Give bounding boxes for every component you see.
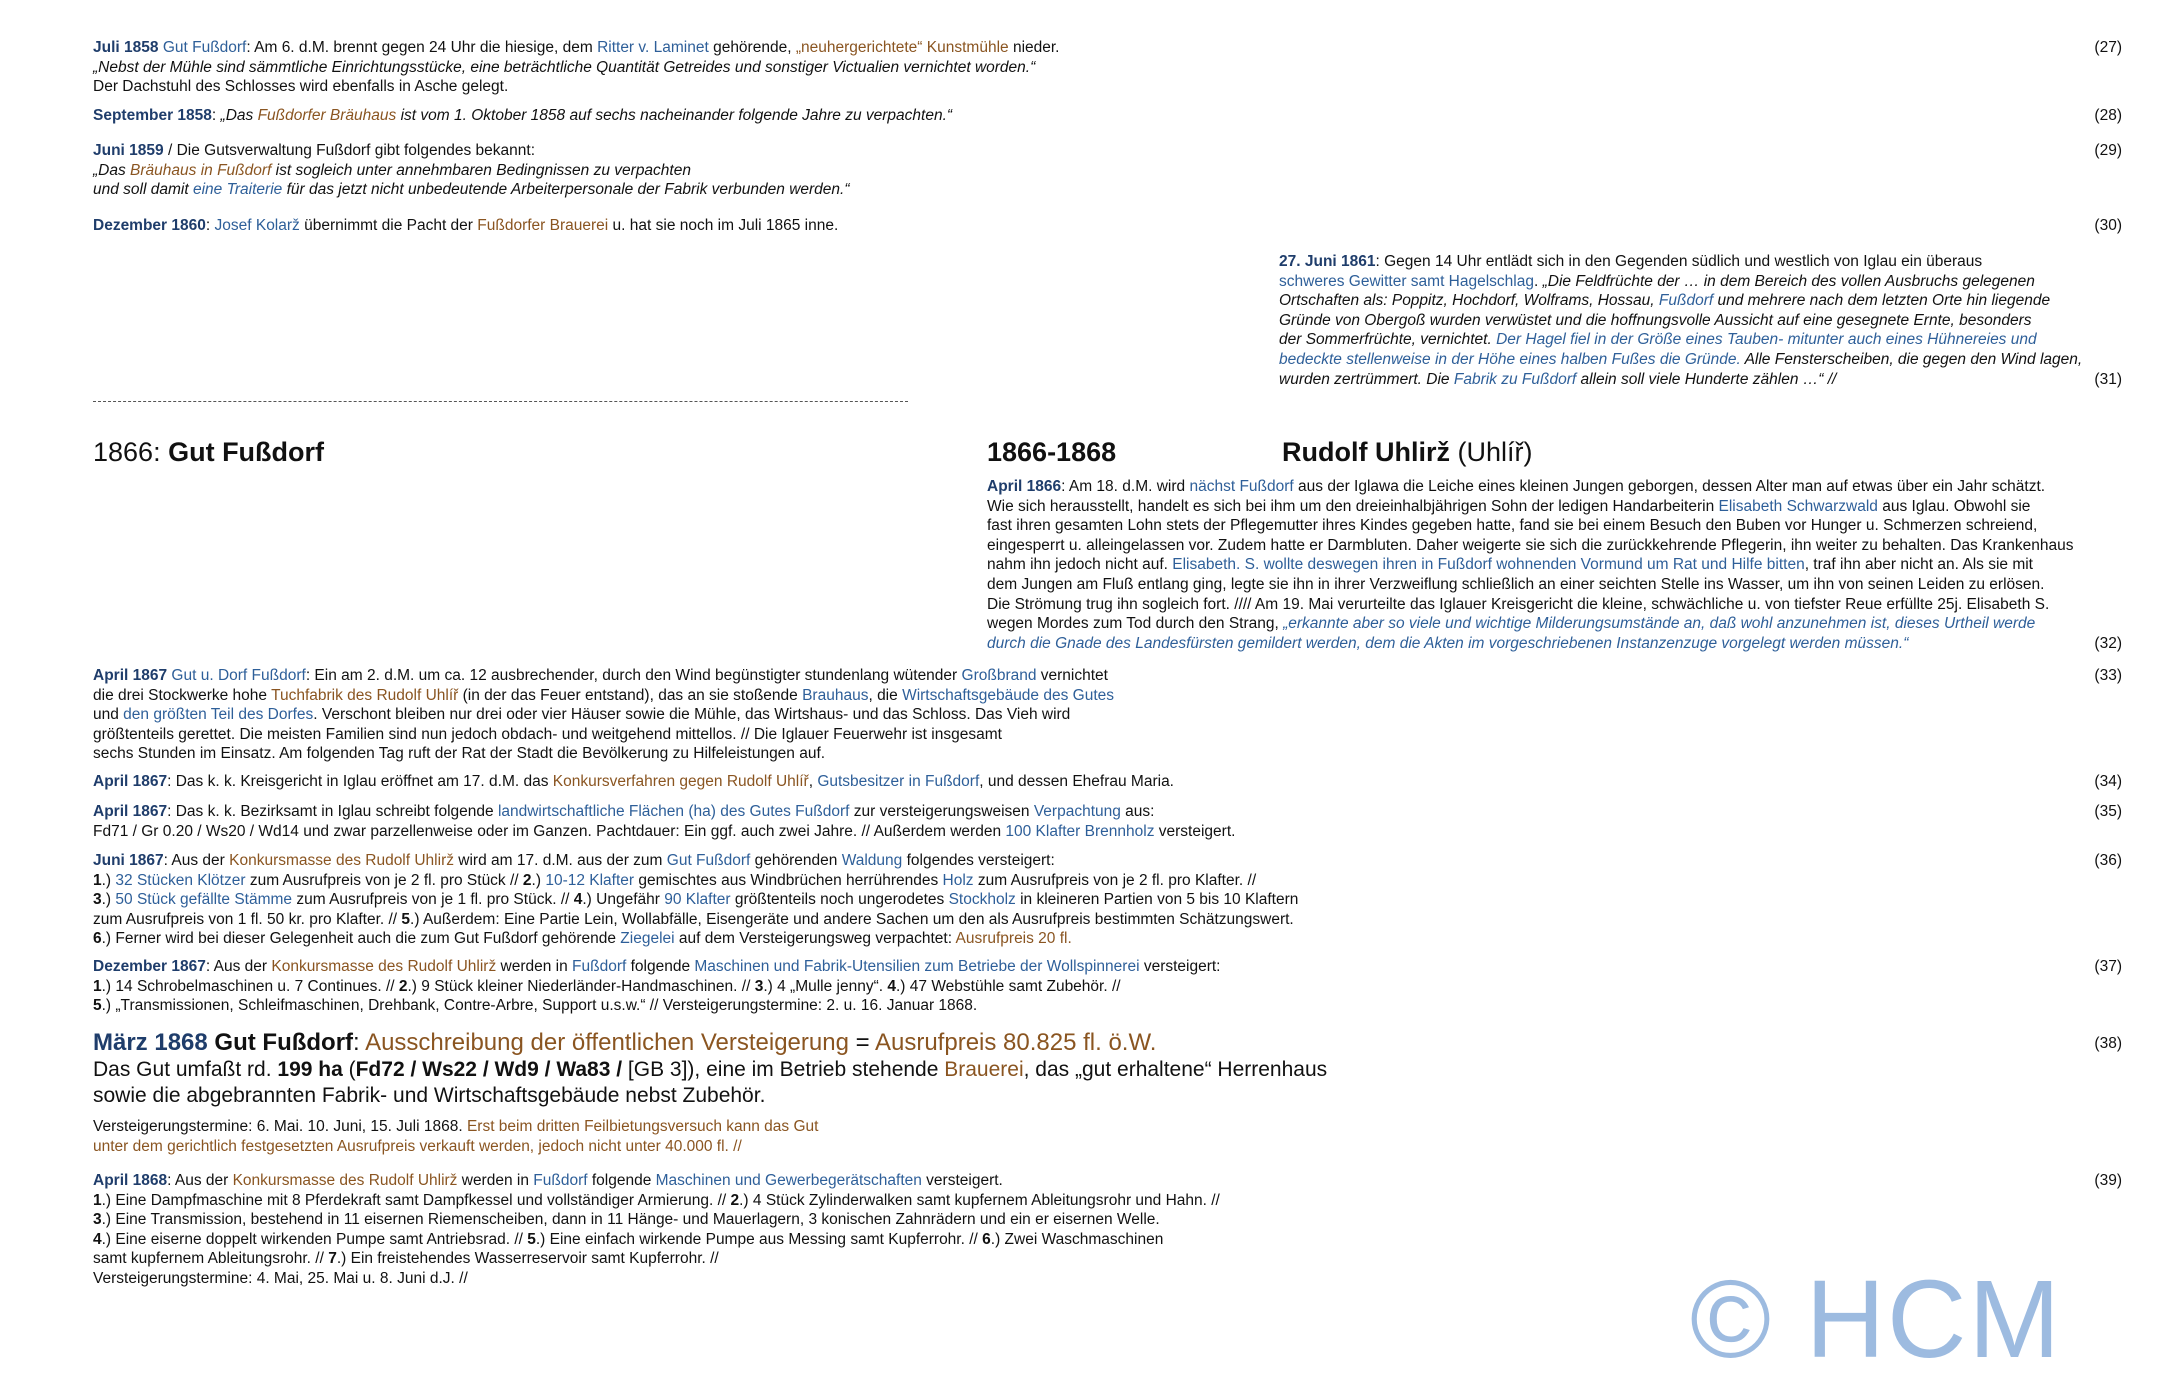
entry-line: Juli 1858 Gut Fußdorf: Am 6. d.M. brennt gegen 24 Uhr die hiesige, dem Ritter v. Laminet gehörende, „neuhergerichtete“ Kunstmühle nieder.: [93, 39, 1060, 56]
price-text: Ausrufpreis 80.825 fl. ö.W.: [874, 1029, 1157, 1056]
entry-number: (38): [2094, 1035, 2122, 1052]
copyright-watermark: © HCM: [1690, 1258, 2063, 1381]
section-heading-left: 1866: Gut Fußdorf: [93, 437, 325, 467]
entry-date: April 1867: [93, 667, 168, 684]
entry-date: April 1867: [93, 773, 168, 790]
place-name: Gut Fußdorf: [162, 39, 247, 56]
highlight-text: Konkursverfahren gegen Rudolf Uhlíř: [552, 773, 809, 790]
entry-number: (30): [2094, 217, 2122, 234]
person-name: Elisabeth Schwarzwald: [1718, 497, 1878, 515]
entry-date: April 1868: [93, 1172, 168, 1189]
entry-date: April 1866: [987, 478, 1062, 495]
section-years: 1866-1868: [987, 437, 1117, 467]
highlight-text: Fußdorfer Bräuhaus: [257, 107, 397, 124]
highlight-text: Tuchfabrik des Rudolf Uhlíř: [271, 686, 459, 704]
highlight-text: „neuhergerichtete“ Kunstmühle: [795, 39, 1009, 56]
entry-date: März 1868: [93, 1029, 208, 1056]
place-name: nächst Fußdorf: [1189, 478, 1294, 495]
entry-date: September 1858: [93, 107, 212, 124]
entry-28: September 1858: „Das Fußdorfer Bräuhaus ist vom 1. Oktober 1858 auf sechs nacheinander folgende Jahre zu verpachten.“: [93, 107, 953, 124]
place-name: Fußdorf: [1658, 292, 1714, 310]
entry-number: (27): [2094, 39, 2122, 56]
entry-number: (32): [2094, 635, 2122, 652]
entry-29: Juni 1859 / Die Gutsverwaltung Fußdorf gibt folgendes bekannt: „Das Bräuhaus in Fußdorf ist sogleich unter annehmbaren Bedingnissen zu verpachten und soll damit eine Traiterie für das jetzt nicht unbedeutende Arbeiterpersonale der Fabrik verbunden werden.“: [93, 142, 850, 199]
entry-number: (36): [2094, 852, 2122, 869]
entry-number: (37): [2094, 958, 2122, 975]
highlight-text: Bräuhaus in Fußdorf: [130, 161, 272, 179]
person-name: Josef Kolarž: [214, 217, 300, 234]
entry-date: Dezember 1867: [93, 958, 206, 975]
entry-39: April 1868: Aus der Konkursmasse des Rudolf Uhlirž werden in Fußdorf folgende Maschinen und Gewerbegerätschaften versteigert. 1.) Eine Dampfmaschine mit 8 Pferdekraft samt Dampfkessel und vollständiger Armierung. // 2.) 4 Stück Zylinderwalken samt kupfernem Ableitungsrohr und Hahn. // 3.) Eine Transmission, bestehend in 11 eisernen Riemenscheiben, dann in 11 Hänge- und Mauerlagern, 3 konischen Zahnrädern und ein er eisernen Welle. 4.) Eine eiserne doppelt wirkenden Pumpe samt Antriebsrad. // 5.) Eine einfach wirkende Pumpe aus Messing samt Kupferrohr. // 6.) Zwei Waschmaschinen samt kupfernem Ableitungsrohr. // 7.) Ein freistehendes Wasserreservoir samt Kupferrohr. // Versteigerungstermine: 4. Mai, 25. Mai u. 8. Juni d.J. //: [93, 1172, 1220, 1287]
entry-37: Dezember 1867: Aus der Konkursmasse des Rudolf Uhlirž werden in Fußdorf folgende Maschinen und Fabrik-Utensilien zum Betriebe der Wollspinnerei versteigert: 1.) 14 Schrobelmaschinen u. 7 Continues. // 2.) 9 Stück kleiner Niederländer-Handmaschinen. // 3.) 4 „Mulle jenny“. 4.) 47 Webstühle samt Zubehör. // 5.) „Transmissionen, Schleifmaschinen, Drehbank, Contre-Arbre, Support u.s.w.“ // Versteigerungstermine: 2. u. 16. Januar 1868.: [93, 958, 1221, 1015]
owner-heading: Rudolf Uhlirž (Uhlíř): [1282, 437, 1533, 467]
person-name: Ritter v. Laminet: [597, 39, 709, 56]
place-name: Gut u. Dorf Fußdorf: [171, 667, 306, 684]
entry-35: April 1867: Das k. k. Bezirksamt in Iglau schreibt folgende landwirtschaftliche Flächen (ha) des Gutes Fußdorf zur versteigerungsweisen Verpachtung aus: Fd71 / Gr 0.20 / Ws20 / Wd14 und zwar parzellenweise oder im Ganzen. Pachtdauer: Ein ggf. auch zwei Jahre. // Außerdem werden 100 Klafter Brennholz versteigert.: [93, 803, 1236, 840]
highlight-text: Konkursmasse des Rudolf Uhlirž: [229, 852, 454, 869]
entry-30: Dezember 1860: Josef Kolarž übernimmt die Pacht der Fußdorfer Brauerei u. hat sie noch im Juli 1865 inne.: [93, 217, 839, 234]
entry-38: März 1868 Gut Fußdorf: Ausschreibung der öffentlichen Versteigerung = Ausrufpreis 80.825 fl. ö.W. Das Gut umfaßt rd. 199 ha (Fd72 / Ws22 / Wd9 / Wa83 / [GB 3]), eine im Betrieb stehende Brauerei, das „gut erhaltene“ Herrenhaus sowie die abgebrannten Fabrik- und Wirtschaftsgebäude nebst Zubehör. Versteigerungstermine: 6. Mai. 10. Juni, 15. Juli 1868. Erst beim dritten Feilbietungsversuch kann das Gut unter dem gerichtlich festgesetzten Ausrufpreis verkauft werden, jedoch nicht unter 40.000 fl. //: [93, 1029, 1328, 1155]
highlight-text: schweres Gewitter samt Hagelschlag: [1279, 272, 1534, 290]
highlight-text: Ausschreibung der öffentlichen Versteigerung: [365, 1029, 849, 1056]
entry-number: (35): [2094, 803, 2122, 820]
entry-date: Juli 1858: [93, 39, 159, 56]
entry-33: April 1867 Gut u. Dorf Fußdorf: Ein am 2. d.M. um ca. 12 ausbrechender, durch den Wind begünstigter stundenlang wütender Großbrand vernichtet die drei Stockwerke hohe Tuchfabrik des Rudolf Uhlíř (in der das Feuer entstand), das an sie stoßende Brauhaus, die Wirtschaftsgebäude des Gutes und den größten Teil des Dorfes. Verschont bleiben nur drei oder vier Häuser sowie die Mühle, das Wirtshaus- und das Schloss. Das Vieh wird größtenteils gerettet. Die meisten Familien sind nun jedoch obdach- und weitgehend mittellos. // Die Iglauer Feuerwehr ist insgesamt sechs Stunden im Einsatz. Am folgenden Tag ruft der Rat der Stadt die Bevölkerung zu Hilfeleistungen auf.: [93, 667, 1115, 763]
entry-32: April 1866: Am 18. d.M. wird nächst Fußdorf aus der Iglawa die Leiche eines kleinen Jungen geborgen, dessen Alter man auf etwas über ein Jahr schätzt. Wie sich herausstellt, handelt es sich bei ihm um den dreieinhalbjährigen Sohn der ledigen Handarbeiterin Elisabeth Schwarzwald aus Iglau. Obwohl sie fast ihren gesamten Lohn stets der Pflegemutter ihres Kindes gegeben hatte, fand sie bei einem Besuch den Buben vor Hunger u. Schmerzen schreiend, eingesperrt u. alleingelassen vor. Zudem hatte er Darmbluten. Daher weigerte sie sich die zurückkehrende Pflegerin, ihn weiter zu behalten. Das Krankenhaus nahm ihn jedoch nicht auf. Elisabeth. S. wollte deswegen ihren in Fußdorf wohnenden Vormund um Rat und Hilfe bitten, traf ihn aber nicht an. Als sie mit dem Jungen am Fluß entlang ging, legte sie ihn in ihrer Verzweiflung schließlich an einer seichten Stelle ins Wasser, um ihn von seinen Leiden zu erlösen. Die Strömung trug ihn sogleich fort. //// Am 19. Mai verurteilte das Iglauer Kreisgericht die kleine, schwächliche u. von tiefster Reue erfüllte 25j. Elisabeth S. wegen Mordes zum Tod durch den Strang, „erkannte aber so viele und wichtige Milderungsumstände an, daß wohl anzunehmen ist, dieses Urtheil werde durch die Gnade des Landesfürsten gemildert werden, dem die Akten im vorgeschriebenen Instanzenzuge vorgelegt werden müssen.“: [987, 478, 2074, 652]
entry-date: 27. Juni 1861: [1279, 253, 1376, 270]
section-divider: [93, 401, 908, 402]
entry-36: Juni 1867: Aus der Konkursmasse des Rudolf Uhlirž wird am 17. d.M. aus der zum Gut Fußdorf gehörenden Waldung folgendes versteigert: 1.) 32 Stücken Klötzer zum Ausrufpreis von je 2 fl. pro Stück // 2.) 10-12 Klafter gemischtes aus Windbrüchen herrührendes Holz zum Ausrufpreis von je 2 fl. pro Klafter. // 3.) 50 Stück gefällte Stämme zum Ausrufpreis von je 1 fl. pro Stück. // 4.) Ungefähr 90 Klafter größtenteils noch ungerodetes Stockholz in kleineren Partien von 5 bis 10 Klaftern zum Ausrufpreis von 1 fl. 50 kr. pro Klafter. // 5.) Außerdem: Eine Partie Lein, Wollabfälle, Eisengeräte und andere Sachen um den als Ausrufpreis bestimmten Schätzungswert. 6.) Ferner wird bei dieser Gelegenheit auch die zum Gut Fußdorf gehörende Ziegelei auf dem Versteigerungsweg verpachtet: Ausrufpreis 20 fl.: [93, 852, 1299, 948]
entry-number: (39): [2094, 1172, 2122, 1189]
quote-text: „Nebst der Mühle sind sämmtliche Einrichtungsstücke, eine beträchtliche Quantität Getreides und sonstiger Victualien vernichtet worden.“: [93, 58, 1036, 76]
entry-date: Dezember 1860: [93, 217, 206, 234]
entry-27: [93, 38, 1060, 97]
place-name: Fabrik zu Fußdorf: [1453, 370, 1577, 388]
entry-date: April 1867: [93, 803, 168, 820]
entry-31: 27. Juni 1861: Gegen 14 Uhr entlädt sich in den Gegenden südlich und westlich von Iglau ein überaus schweres Gewitter samt Hagelschlag. „Die Feldfrüchte der … in dem Bereich des vollen Ausbruchs gelegenen Ortschaften als: Poppitz, Hochdorf, Wolframs, Hossau, Fußdorf und mehrere nach dem letzten Orte hin liegende Gründe von Obergoß wurden verwüstet und die hoffnungsvolle Aussicht auf eine gesegnete Ernte, besonders der Sommerfrüchte, vernichtet. Der Hagel fiel in der Größe eines Tauben- mitunter auch eines Hühnereies und bedeckte stellenweise in der Höhe eines halben Fußes die Gründe. Alle Fensterscheiben, die gegen den Wind lagen, wurden zertrümmert. Die Fabrik zu Fußdorf allein soll viele Hunderte zählen …“ //: [1279, 253, 2083, 388]
highlight-text: Elisabeth. S. wollte deswegen ihren in Fußdorf wohnenden Vormund um Rat und Hilfe bitten: [1172, 556, 1805, 574]
highlight-text: Konkursmasse des Rudolf Uhlirž: [271, 958, 497, 975]
entry-34: April 1867: Das k. k. Kreisgericht in Iglau eröffnet am 17. d.M. das Konkursverfahren gegen Rudolf Uhlíř, Gutsbesitzer in Fußdorf, und dessen Ehefrau Maria.: [93, 773, 1174, 790]
highlight-text: Fußdorfer Brauerei: [477, 217, 609, 234]
entry-number: (34): [2094, 773, 2122, 790]
highlight-text: eine Traiterie: [192, 181, 283, 199]
entry-text: Der Dachstuhl des Schlosses wird ebenfalls in Asche gelegt.: [93, 78, 509, 96]
entry-number: (29): [2094, 142, 2122, 159]
highlight-text: Konkursmasse des Rudolf Uhlirž: [232, 1172, 458, 1189]
entry-number: (31): [2094, 371, 2122, 388]
entry-number: (33): [2094, 667, 2122, 684]
entry-number: (28): [2094, 107, 2122, 124]
entry-date: Juni 1867: [93, 852, 164, 869]
entry-date: Juni 1859: [93, 142, 164, 159]
